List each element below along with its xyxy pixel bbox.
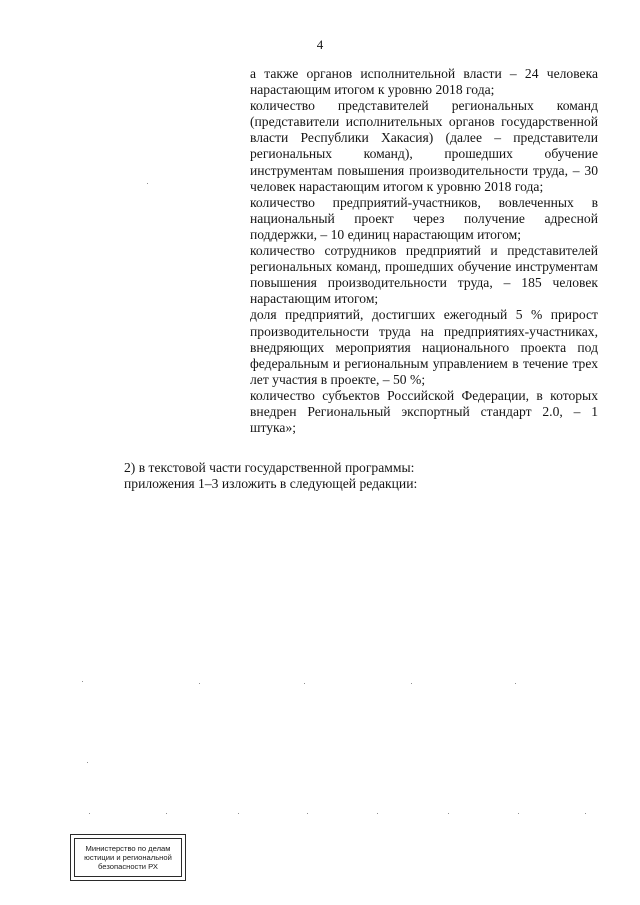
scan-speck xyxy=(585,813,586,814)
scan-speck xyxy=(448,813,449,814)
amendment-appendices: приложения 1–3 изложить в следующей редакции: xyxy=(124,476,418,492)
scan-speck xyxy=(307,813,308,814)
ministry-stamp xyxy=(70,834,186,881)
indicator-paragraph: количество предприятий-участников, вовлеченных в национальный проект через получение адресной поддержки, – 10 единиц нарастающим итогом; xyxy=(250,194,598,242)
scan-speck xyxy=(518,813,519,814)
indicator-paragraph: количество представителей региональных команд (представители исполнительных органов государственной власти Республики Хакасия) (далее – представители региональных команд), прошедших обучение инструментам повышения производительности труда, – 30 человек нарастающим итогом к уровню 2018 года; xyxy=(250,98,598,194)
scan-speck xyxy=(82,681,83,682)
stamp-text-frame xyxy=(74,838,182,877)
scan-speck xyxy=(89,813,90,814)
amendment-item-2: 2) в текстовой части государственной программы: xyxy=(124,460,415,475)
indicator-list xyxy=(250,66,598,436)
indicator-paragraph: доля предприятий, достигших ежегодный 5 % прирост производительности труда на предприятиях-участниках, внедряющих мероприятия национального проекта под федеральным и региональным управлением в течение трех лет участия в проекте, – 50 %; xyxy=(250,307,598,387)
scan-speck xyxy=(166,813,167,814)
stamp-line: юстиции и региональной xyxy=(84,852,172,862)
scan-speck xyxy=(199,683,200,684)
indicator-paragraph: а также органов исполнительной власти – 24 человека нарастающим итогом к уровню 2018 года; xyxy=(250,66,598,98)
scan-speck xyxy=(238,813,239,814)
scan-speck xyxy=(304,683,305,684)
stamp-line: Министерство по делам xyxy=(85,843,171,853)
amendment-block xyxy=(124,460,584,492)
scan-speck xyxy=(377,813,378,814)
scan-speck xyxy=(515,683,516,684)
scan-speck xyxy=(147,183,148,184)
scan-speck xyxy=(411,683,412,684)
indicator-paragraph: количество субъектов Российской Федерации, в которых внедрен Региональный экспортный стандарт 2.0, – 1 штука»; xyxy=(250,387,598,436)
page-number: 4 xyxy=(316,37,324,52)
stamp-line: безопасности РХ xyxy=(98,862,158,872)
scan-speck xyxy=(87,762,88,763)
indicator-paragraph: количество сотрудников предприятий и представителей региональных команд, прошедших обучение инструментам повышения производительности труда, – 185 человек нарастающим итогом; xyxy=(250,243,598,307)
